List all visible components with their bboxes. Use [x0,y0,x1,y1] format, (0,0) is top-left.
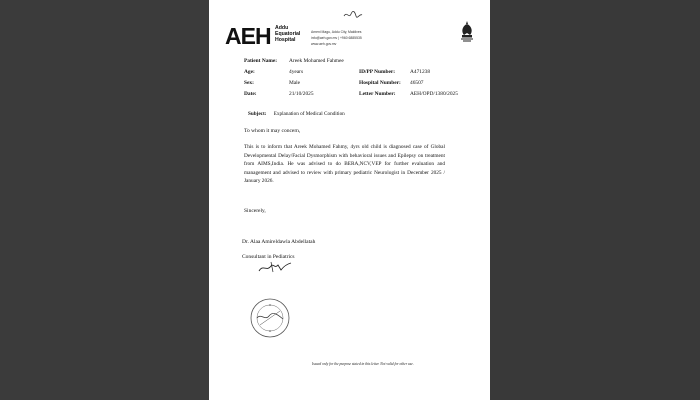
letter-number-label: Letter Number: [359,91,396,97]
contact-website: www.aeh.gov.mv [311,42,337,46]
hospital-name-line3: Hospital [275,36,296,43]
hospital-name-line1: Addu [275,25,289,31]
dhivehi-script: ﷲާ ﷲެ ﷲާ ﷲުށ [239,15,298,23]
subject-line [248,111,345,117]
contact-email-phone: info@aeh.gov.mv | +960 6885535 [311,36,362,40]
letter-body: This is to inform that Areek Mohamed Fahmy, 4yrs old child is diagnosed case of Global Developmental Delay/Facial Dysmorphism with behavioral issues and Epilepsy on treatment from AIMS,India. He was advised to do BERA,NCV,VEP for further evaluation and management and advised to review with primary pediatric Neurologist in December 2025 / January 2026. [244,144,445,185]
hospital-number-label: Hospital Number: [359,80,401,86]
state-emblem-icon [459,20,475,42]
doctor-role: Consultant in Pediatrics [242,254,295,260]
contact-block [311,29,362,47]
age-value: 4years [289,69,304,75]
patient-name-value: Areek Mohamed Fahmee [289,58,344,64]
doctor-name: Dr. Alaa Amireldawla Abdellatah [242,239,316,245]
id-number-label: ID/PP Number: [359,69,396,75]
age-label: Age: [244,69,255,75]
official-stamp-icon [249,297,291,339]
doctor-signature-icon [257,260,293,274]
letter-number-value: AEH/OPD/1380/2025 [410,91,458,97]
id-number-value: A471238 [410,69,431,75]
subject-label: Subject: [248,111,267,117]
closing: Sincerely, [244,208,266,214]
patient-name-label: Patient Name: [244,58,278,64]
sex-label: Sex: [244,80,254,86]
hospital-name-line2: Equatorial [275,30,301,37]
date-value: 21/10/2025 [289,91,314,97]
logo-mark: AEH [225,23,271,49]
hospital-number-value: 46507 [410,80,424,86]
sex-value: Male [289,80,301,86]
top-signature-icon [343,10,363,20]
hospital-name [275,26,315,43]
left-frame [0,0,209,400]
letter-page [209,0,490,400]
right-frame [490,0,700,400]
greeting: To whom it may concern, [244,128,301,134]
footer-note: Issued only for the purpose stated in this letter. Not valid for other use. [312,362,414,366]
subject-value: Explanation of Medical Condition [273,111,345,117]
contact-address: Ameni Magu, Addu City, Maldives [311,30,362,34]
date-label: Date: [244,91,257,97]
